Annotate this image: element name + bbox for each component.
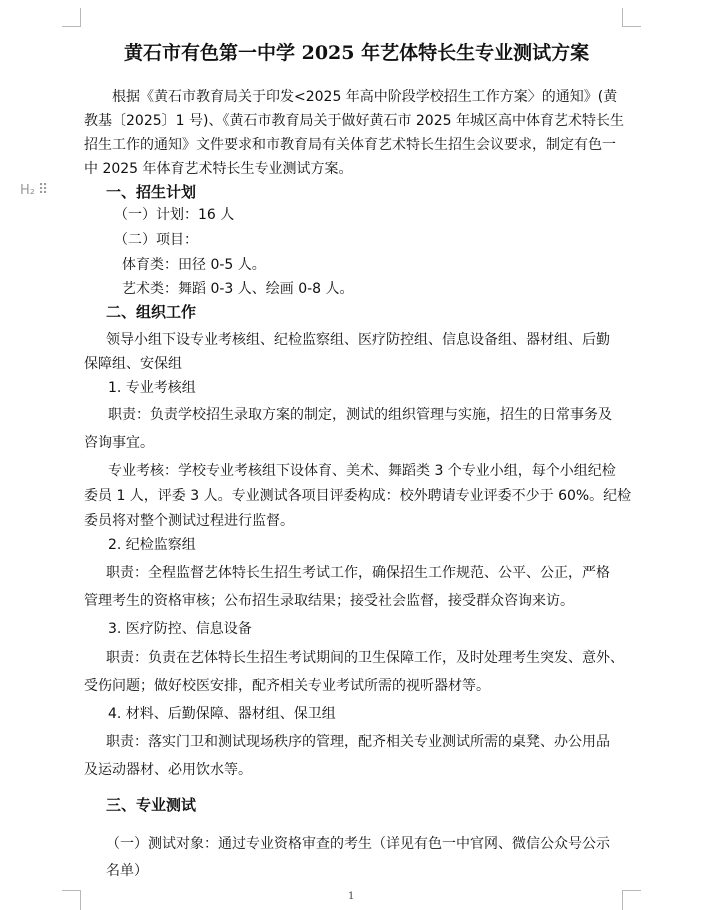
paragraph-line: 委员 1 人，评委 3 人。专业测试各项目评委构成：校外聘请专业评委不少于 60%。纪检 [84, 488, 632, 504]
intro-line: 招生工作的通知》文件要求和市教育局有关体育艺术特长生招生会议要求，制定有色一 [84, 137, 616, 153]
paragraph-line: 专业考核：学校专业考核组下设体育、美术、舞蹈类 3 个专业小组，每个小组纪检 [108, 463, 616, 479]
section-heading: 三、专业测试 [106, 796, 197, 814]
paragraph-line: 保障组、安保组 [84, 356, 182, 372]
paragraph-line: 委员将对整个测试过程进行监督。 [84, 513, 294, 529]
page-corner-mark [62, 8, 81, 27]
page-corner-mark [622, 8, 641, 27]
intro-line: 根据《黄石市教育局关于印发<2025 年高中阶段学校招生工作方案〉的通知》(黄 [112, 89, 618, 105]
paragraph-line: （一）测试对象：通过专业资格审查的考生（详见有色一中官网、微信公众号公示 [106, 836, 610, 852]
group-title: 1. 专业考核组 [108, 380, 196, 396]
section-heading: 二、组织工作 [106, 303, 197, 321]
paragraph-line: 职责：落实门卫和测试现场秩序的管理，配齐相关专业测试所需的桌凳、办公用品 [106, 734, 610, 750]
group-title: 3. 医疗防控、信息设备 [108, 621, 252, 637]
paragraph-line: 咨询事宜。 [84, 435, 154, 451]
drag-handle-icon: ⠿ [38, 182, 48, 198]
paragraph-line: 职责：全程监督艺体特长生招生考试工作，确保招生工作规范、公平、公正，严格 [106, 565, 610, 581]
arts-quota: 艺术类：舞蹈 0-3 人、绘画 0-8 人。 [122, 281, 354, 297]
paragraph-line: 管理考生的资格审核；公布招生录取结果；接受社会监督，接受群众咨询来访。 [84, 593, 574, 609]
plan-count: （一）计划：16 人 [114, 207, 235, 223]
items-label: （二）项目： [114, 232, 198, 248]
paragraph-line: 受伤问题；做好校医安排，配齐相关专业考试所需的视听器材等。 [84, 678, 490, 694]
group-title: 2. 纪检监察组 [108, 537, 196, 553]
intro-line: 教基〔2025〕1 号)、《黄石市教育局关于做好黄石市 2025 年城区高中体育艺术特长生 [84, 113, 624, 129]
heading-level-icon: H₂ [20, 183, 35, 198]
sports-quota: 体育类：田径 0-5 人。 [122, 257, 266, 273]
paragraph-line: 名单） [106, 863, 148, 879]
paragraph-line: 职责：负责学校招生录取方案的制定，测试的组织管理与实施，招生的日常事务及 [108, 407, 612, 423]
document-title: 黄石市有色第一中学 2025 年艺体特长生专业测试方案 [124, 42, 590, 64]
paragraph-line: 及运动器材、必用饮水等。 [84, 762, 252, 778]
page-corner-mark [622, 890, 641, 910]
section-heading: 一、招生计划 [106, 183, 197, 201]
intro-line: 中 2025 年体育艺术特长生专业测试方案。 [84, 161, 353, 177]
group-title: 4. 材料、后勤保障、器材组、保卫组 [108, 706, 336, 722]
paragraph-line: 领导小组下设专业考核组、纪检监察组、医疗防控组、信息设备组、器材组、后勤 [106, 332, 610, 348]
page-number: 1 [348, 891, 355, 902]
page-corner-mark [62, 890, 81, 910]
heading-drag-handle[interactable] [20, 181, 47, 200]
paragraph-line: 职责：负责在艺体特长生招生考试期间的卫生保障工作，及时处理考生突发、意外、 [106, 650, 624, 666]
